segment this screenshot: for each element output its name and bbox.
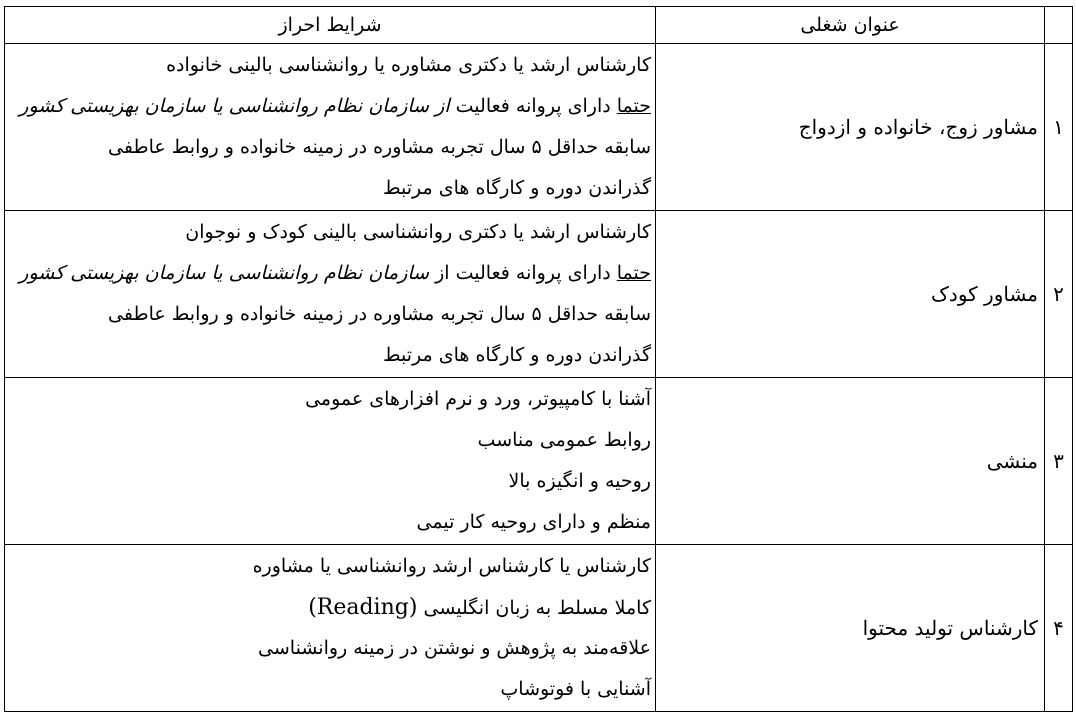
row-number: ۲	[1045, 211, 1073, 378]
row-number: ۳	[1045, 378, 1073, 545]
latin-text: (Reading)	[308, 595, 418, 620]
italic-text: سازمان نظام روانشناسی یا سازمان بهزیستی کشور	[19, 262, 430, 284]
requirement-line: آشنا با کامپیوتر، ورد و نرم افزارهای عمومی	[305, 388, 651, 410]
requirement-line	[5, 587, 651, 628]
requirement-line: آشنایی با فوتوشاپ	[500, 678, 651, 700]
emphasis-text: حتما	[616, 262, 651, 284]
requirement-line	[5, 86, 651, 127]
job-title: منشی	[656, 378, 1045, 545]
requirements-cell	[5, 44, 656, 211]
requirement-line: کارشناس ارشد یا دکتری روانشناسی بالینی کودک و نوجوان	[185, 221, 651, 243]
table-row	[5, 44, 1073, 211]
requirement-text: دارای پروانه فعالیت از	[429, 262, 617, 284]
table-row	[5, 378, 1073, 545]
job-title: مشاور زوج، خانواده و ازدواج	[656, 44, 1045, 211]
header-requirements: شرایط احراز	[5, 7, 656, 44]
requirement-line: روابط عمومی مناسب	[477, 429, 651, 451]
table-row	[5, 545, 1073, 712]
job-title: مشاور کودک	[656, 211, 1045, 378]
header-number	[1045, 7, 1073, 44]
table-row	[5, 211, 1073, 378]
requirement-line: کارشناس یا کارشناس ارشد روانشناسی یا مشاوره	[252, 555, 651, 577]
requirements-cell	[5, 545, 656, 712]
italic-text: از سازمان نظام روانشناسی یا سازمان بهزیستی کشور	[19, 95, 450, 117]
job-requirements-table	[4, 6, 1073, 712]
requirement-text: دارای پروانه فعالیت	[449, 95, 617, 117]
table-header-row	[5, 7, 1073, 44]
requirement-line: گذراندن دوره و کارگاه های مرتبط	[382, 177, 651, 199]
requirement-line: علاقه‌مند به پژوهش و نوشتن در زمینه روانشناسی	[258, 637, 651, 659]
requirement-line: سابقه حداقل ۵ سال تجربه مشاوره در زمینه خانواده و روابط عاطفی	[108, 303, 651, 325]
row-number: ۴	[1045, 545, 1073, 712]
emphasis-text: حتما	[616, 95, 651, 117]
requirement-line: روحیه و انگیزه بالا	[508, 470, 651, 492]
requirement-line	[5, 253, 651, 294]
requirements-cell	[5, 211, 656, 378]
requirement-line: منظم و دارای روحیه کار تیمی	[416, 511, 651, 533]
requirement-line: گذراندن دوره و کارگاه های مرتبط	[382, 344, 651, 366]
requirement-line: کارشناس ارشد یا دکتری مشاوره یا روانشناسی بالینی خانواده	[166, 54, 651, 76]
requirements-cell	[5, 378, 656, 545]
requirement-text: کاملا مسلط به زبان انگلیسی	[417, 597, 651, 619]
requirement-line: سابقه حداقل ۵ سال تجربه مشاوره در زمینه خانواده و روابط عاطفی	[108, 136, 651, 158]
header-job-title: عنوان شغلی	[656, 7, 1045, 44]
row-number: ۱	[1045, 44, 1073, 211]
job-title: کارشناس تولید محتوا	[656, 545, 1045, 712]
